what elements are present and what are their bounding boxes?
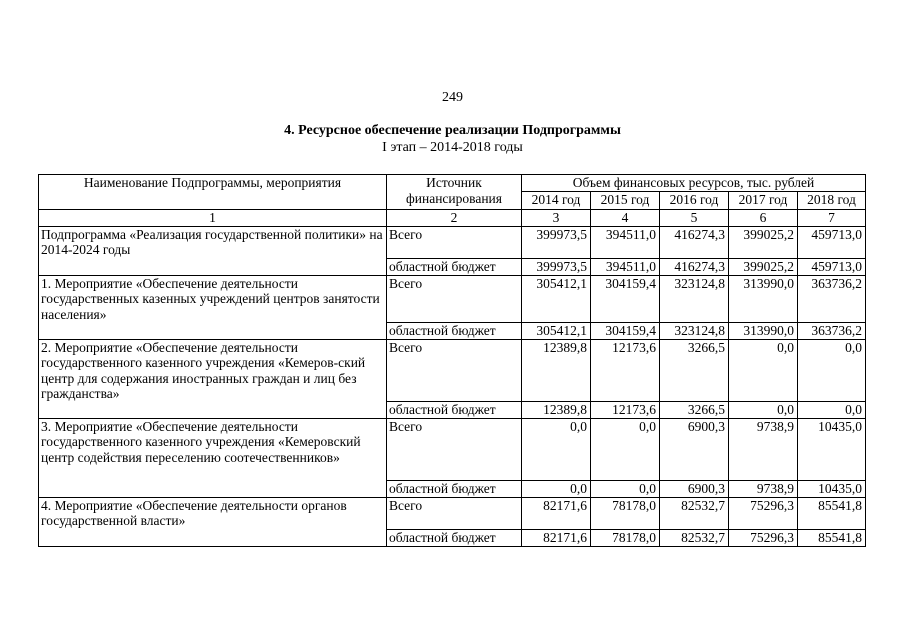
row-value: 416274,3 bbox=[660, 258, 729, 275]
row-value: 313990,0 bbox=[729, 275, 798, 322]
row-value: 399973,5 bbox=[522, 258, 591, 275]
row-value: 78178,0 bbox=[591, 497, 660, 529]
row-value: 10435,0 bbox=[798, 480, 866, 497]
page-number: 249 bbox=[442, 90, 463, 105]
row-name: 2. Мероприятие «Обеспечение деятельности государственного казенного учреждения «Кемеров-ский центр для содержания иностранных граждан и лиц без гражданства» bbox=[39, 339, 387, 418]
table-row bbox=[39, 497, 866, 529]
row-value: 399973,5 bbox=[522, 226, 591, 258]
row-source: областной бюджет bbox=[387, 529, 522, 546]
table-row bbox=[39, 418, 866, 480]
row-name: 4. Мероприятие «Обеспечение деятельности органов государственной власти» bbox=[39, 497, 387, 546]
row-value: 363736,2 bbox=[798, 275, 866, 322]
row-value: 305412,1 bbox=[522, 275, 591, 322]
row-source: областной бюджет bbox=[387, 480, 522, 497]
row-value: 82171,6 bbox=[522, 497, 591, 529]
row-value: 0,0 bbox=[729, 401, 798, 418]
row-value: 416274,3 bbox=[660, 226, 729, 258]
row-value: 82171,6 bbox=[522, 529, 591, 546]
row-source: областной бюджет bbox=[387, 258, 522, 275]
row-value: 0,0 bbox=[798, 401, 866, 418]
row-source: Всего bbox=[387, 226, 522, 258]
row-value: 9738,9 bbox=[729, 418, 798, 480]
row-value: 323124,8 bbox=[660, 275, 729, 322]
row-name: 3. Мероприятие «Обеспечение деятельности государственного казенного учреждения «Кемеровский центр содействия переселению соотечественников» bbox=[39, 418, 387, 497]
row-value: 3266,5 bbox=[660, 339, 729, 401]
row-value: 75296,3 bbox=[729, 529, 798, 546]
column-number: 5 bbox=[660, 210, 729, 227]
row-value: 12173,6 bbox=[591, 339, 660, 401]
row-value: 6900,3 bbox=[660, 480, 729, 497]
header-name: Наименование Подпрограммы, мероприятия bbox=[39, 175, 387, 210]
row-source: областной бюджет bbox=[387, 322, 522, 339]
row-value: 85541,8 bbox=[798, 497, 866, 529]
row-value: 12389,8 bbox=[522, 339, 591, 401]
row-value: 12173,6 bbox=[591, 401, 660, 418]
row-value: 0,0 bbox=[591, 418, 660, 480]
row-source: Всего bbox=[387, 275, 522, 322]
column-number: 4 bbox=[591, 210, 660, 227]
row-value: 10435,0 bbox=[798, 418, 866, 480]
row-value: 305412,1 bbox=[522, 322, 591, 339]
header-volume: Объем финансовых ресурсов, тыс. рублей bbox=[522, 175, 866, 192]
row-value: 78178,0 bbox=[591, 529, 660, 546]
column-number: 2 bbox=[387, 210, 522, 227]
row-source: областной бюджет bbox=[387, 401, 522, 418]
row-value: 0,0 bbox=[729, 339, 798, 401]
row-name: 1. Мероприятие «Обеспечение деятельности государственных казенных учреждений центров занятости населения» bbox=[39, 275, 387, 339]
column-number: 1 bbox=[39, 210, 387, 227]
row-value: 459713,0 bbox=[798, 226, 866, 258]
section-subtitle: I этап – 2014-2018 годы bbox=[382, 140, 523, 155]
row-value: 75296,3 bbox=[729, 497, 798, 529]
section-title: 4. Ресурсное обеспечение реализации Подпрограммы bbox=[284, 123, 621, 138]
row-value: 9738,9 bbox=[729, 480, 798, 497]
row-value: 0,0 bbox=[522, 418, 591, 480]
table-row bbox=[39, 226, 866, 258]
row-source: Всего bbox=[387, 497, 522, 529]
resource-table bbox=[38, 174, 866, 547]
row-value: 85541,8 bbox=[798, 529, 866, 546]
column-number: 3 bbox=[522, 210, 591, 227]
table-row bbox=[39, 275, 866, 322]
row-value: 313990,0 bbox=[729, 322, 798, 339]
table-row bbox=[39, 339, 866, 401]
row-value: 82532,7 bbox=[660, 529, 729, 546]
row-value: 399025,2 bbox=[729, 226, 798, 258]
header-year: 2016 год bbox=[660, 192, 729, 210]
row-value: 0,0 bbox=[798, 339, 866, 401]
column-number: 6 bbox=[729, 210, 798, 227]
row-value: 6900,3 bbox=[660, 418, 729, 480]
row-name: Подпрограмма «Реализация государственной политики» на 2014-2024 годы bbox=[39, 226, 387, 275]
row-value: 3266,5 bbox=[660, 401, 729, 418]
row-value: 82532,7 bbox=[660, 497, 729, 529]
row-value: 0,0 bbox=[522, 480, 591, 497]
header-year: 2018 год bbox=[798, 192, 866, 210]
row-value: 0,0 bbox=[591, 480, 660, 497]
row-value: 323124,8 bbox=[660, 322, 729, 339]
row-source: Всего bbox=[387, 339, 522, 401]
column-number: 7 bbox=[798, 210, 866, 227]
row-value: 399025,2 bbox=[729, 258, 798, 275]
row-value: 394511,0 bbox=[591, 258, 660, 275]
row-value: 363736,2 bbox=[798, 322, 866, 339]
header-year: 2014 год bbox=[522, 192, 591, 210]
row-value: 459713,0 bbox=[798, 258, 866, 275]
header-source: Источник финансирования bbox=[387, 175, 522, 210]
header-year: 2017 год bbox=[729, 192, 798, 210]
row-value: 304159,4 bbox=[591, 275, 660, 322]
header-year: 2015 год bbox=[591, 192, 660, 210]
row-source: Всего bbox=[387, 418, 522, 480]
row-value: 394511,0 bbox=[591, 226, 660, 258]
row-value: 12389,8 bbox=[522, 401, 591, 418]
row-value: 304159,4 bbox=[591, 322, 660, 339]
